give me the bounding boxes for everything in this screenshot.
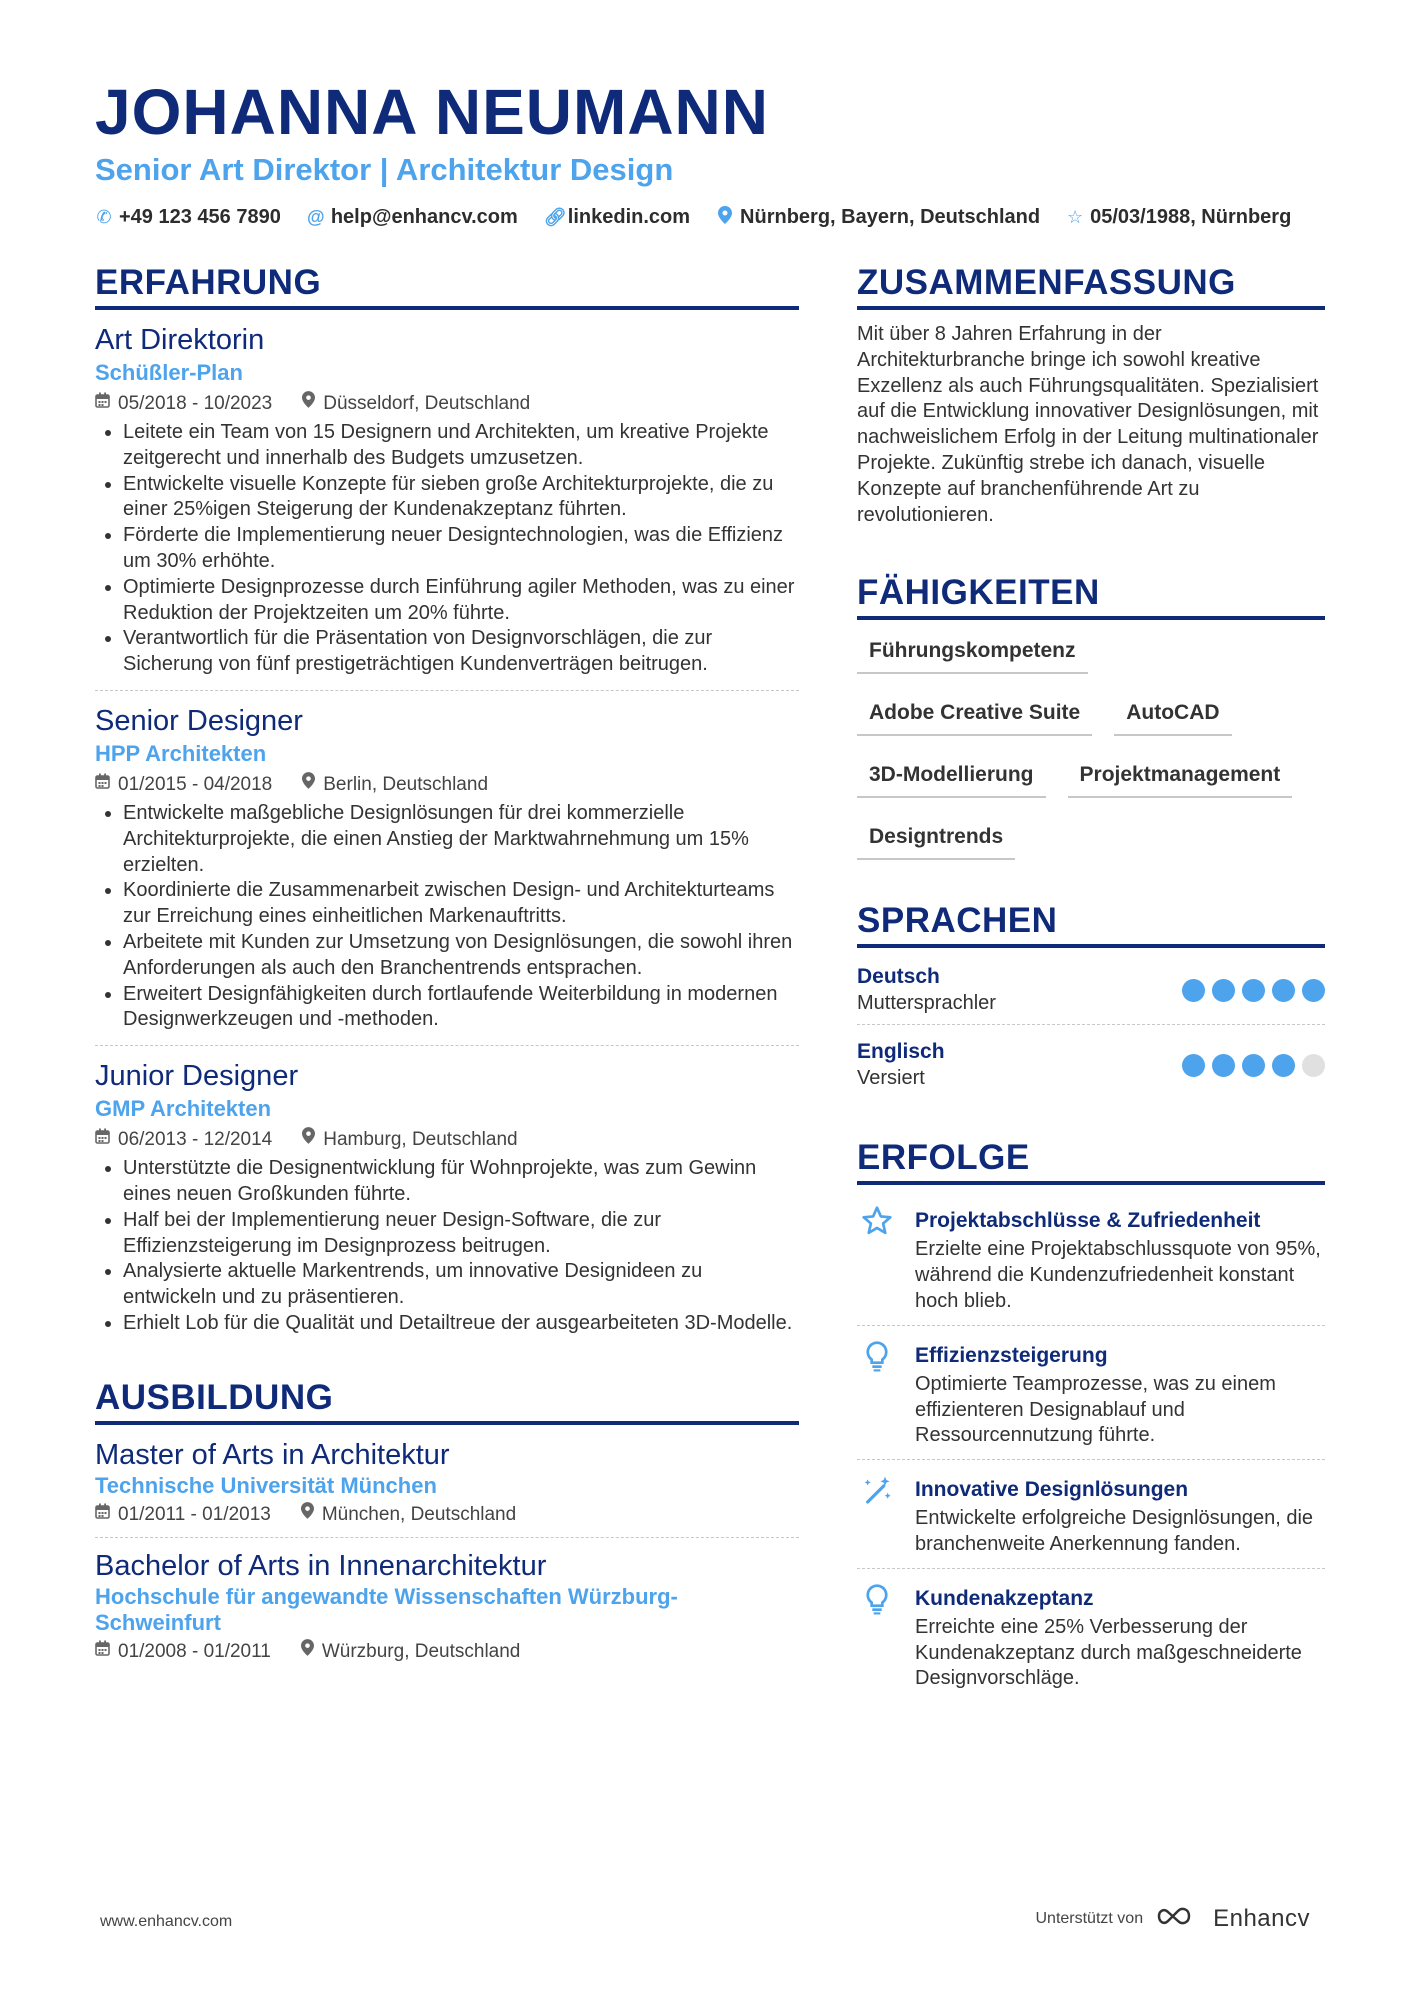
location-text: Berlin, Deutschland <box>323 773 489 795</box>
contact-birth <box>1066 206 1291 229</box>
school-name: Hochschule für angewandte Wissenschaften Würzburg-Schweinfurt <box>95 1583 678 1635</box>
job-entry <box>95 703 799 1046</box>
experience-section-title: ERFAHRUNG <box>95 262 799 310</box>
rating-dot <box>1212 1054 1235 1077</box>
enhancv-logo-icon <box>1155 1904 1201 1933</box>
star-outline-icon: ☆ <box>1067 207 1084 227</box>
achievement-body <box>915 1474 1325 1558</box>
date-range <box>95 1124 272 1156</box>
calendar-icon <box>95 1124 110 1156</box>
job-bullets <box>95 801 799 1033</box>
date-range <box>95 1499 271 1531</box>
bullet-item: • Analysierte aktuelle Markentrends, um innovative Designideen zu entwickeln und zu präsentieren. <box>123 1259 799 1311</box>
achievement-desc: Optimierte Teamprozesse, was zu einem effizienteren Designablauf und Ressourcennutzung führte. <box>915 1372 1276 1447</box>
degree-title: Bachelor of Arts in Innenarchitektur <box>95 1549 547 1582</box>
language-entry <box>857 1035 1325 1099</box>
language-name: Deutsch <box>857 965 940 989</box>
phone-icon: ✆ <box>96 207 112 227</box>
achievement-title: Innovative Designlösungen <box>915 1478 1189 1502</box>
job-role: Junior Designer <box>95 1060 299 1093</box>
rating-dot <box>1182 1054 1205 1077</box>
job-bullets <box>95 420 799 678</box>
brand-name: Enhancv <box>1213 1904 1310 1932</box>
skill-tag: Führungskompetenz <box>857 632 1088 674</box>
bullet-item: • Leitete ein Team von 15 Designern und Architekten, um kreative Projekte zeitgerecht und innerhalb des Budgets umzusetzen. <box>123 420 799 472</box>
job-company: Schüßler-Plan <box>95 360 243 385</box>
job-company: GMP Architekten <box>95 1096 272 1122</box>
language-text <box>857 1039 945 1091</box>
achievement-entry <box>857 1466 1325 1569</box>
bullet-item: • Arbeitete mit Kunden zur Umsetzung von Designlösungen, die sowohl ihren Anforderungen als auch den Branchentrends entsprachen. <box>123 930 799 982</box>
date-range <box>95 388 272 420</box>
job-role: Art Direktorin <box>95 324 265 356</box>
languages-list <box>857 960 1325 1099</box>
rating-dot <box>1242 1054 1265 1077</box>
footer-website[interactable]: www.enhancv.com <box>100 1913 233 1930</box>
job-bullets <box>95 1156 799 1337</box>
language-name: Englisch <box>857 1040 945 1064</box>
phone-text: +49 123 456 7890 <box>119 206 281 228</box>
lightbulb-icon <box>857 1583 897 1692</box>
skill-tag: Designtrends <box>857 818 1015 860</box>
location-pin-icon <box>302 1124 315 1156</box>
location-pin-icon <box>302 769 315 801</box>
date-location-row <box>95 1636 799 1668</box>
language-level: Versiert <box>857 1067 925 1090</box>
location <box>302 769 488 801</box>
location <box>302 1124 517 1156</box>
location-pin-icon <box>302 388 315 420</box>
rating-dot <box>1272 979 1295 1002</box>
achievement-title: Effizienzsteigerung <box>915 1343 1108 1367</box>
contact-bar <box>95 206 1291 229</box>
date-location-row <box>95 1124 799 1156</box>
contact-phone <box>95 206 281 229</box>
location <box>301 1499 516 1531</box>
contact-linkedin[interactable] <box>544 206 690 229</box>
skills-list <box>857 632 1325 860</box>
achievement-title: Projektabschlüsse & Zufriedenheit <box>915 1209 1261 1233</box>
location-text: Nürnberg, Bayern, Deutschland <box>740 206 1041 228</box>
skill-tag: Projektmanagement <box>1068 756 1293 798</box>
left-column <box>95 262 799 1684</box>
contact-location <box>716 206 1040 229</box>
achievement-entry <box>857 1575 1325 1702</box>
candidate-name: JOHANNA NEUMANN <box>95 76 769 148</box>
at-icon: @ <box>307 207 325 227</box>
candidate-title: Senior Art Direktor | Architektur Design <box>95 152 674 187</box>
degree-title: Master of Arts in Architektur <box>95 1438 450 1471</box>
location <box>301 1636 521 1668</box>
birth-text: 05/03/1988, Nürnberg <box>1090 206 1292 228</box>
calendar-icon <box>95 1636 110 1668</box>
date-location-row <box>95 1499 799 1531</box>
job-company: HPP Architekten <box>95 740 267 766</box>
location-text: Düsseldorf, Deutschland <box>323 393 531 414</box>
date-text: 01/2011 - 01/2013 <box>118 1503 271 1525</box>
job-role: Senior Designer <box>95 704 303 737</box>
location-text: München, Deutschland <box>321 1503 517 1525</box>
magic-wand-icon <box>857 1474 897 1558</box>
language-entry <box>857 960 1325 1025</box>
linkedin-text[interactable]: linkedin.com <box>567 206 691 228</box>
rating-dot <box>1302 979 1325 1002</box>
location-text: Würzburg, Deutschland <box>321 1640 521 1662</box>
star-icon <box>857 1205 897 1314</box>
date-location-row <box>95 769 799 801</box>
achievements-section-title: ERFOLGE <box>857 1137 1325 1185</box>
language-text <box>857 964 996 1016</box>
bullet-item: • Erweitert Designfähigkeiten durch fortlaufende Weiterbildung in modernen Designwerkzeugen und -methoden. <box>123 982 799 1034</box>
date-location-row <box>95 388 799 420</box>
date-text: 06/2013 - 12/2014 <box>118 1129 273 1151</box>
bullet-item: • Förderte die Implementierung neuer Designtechnologien, was die Effizienz um 30% erhöhte. <box>123 523 799 575</box>
skill-tag: AutoCAD <box>1114 694 1231 736</box>
contact-email[interactable] <box>307 206 518 229</box>
bullet-item: • Optimierte Designprozesse durch Einführung agiler Methoden, was zu einer Reduktion der Projektzeiten um 20% führte. <box>123 575 799 627</box>
powered-by-label: Unterstützt von <box>1035 1909 1144 1927</box>
education-section-title: AUSBILDUNG <box>95 1377 799 1425</box>
achievement-body <box>915 1583 1325 1692</box>
bullet-item: • Verantwortlich für die Präsentation von Designvorschlägen, die zur Sicherung von fünf prestigeträchtigen Kundenverträgen beitrugen. <box>123 626 799 678</box>
skills-section-title: FÄHIGKEITEN <box>857 572 1325 620</box>
achievement-desc: Erreichte eine 25% Verbesserung der Kundenakzeptanz durch maßgeschneiderte Designvorschläge. <box>915 1615 1302 1690</box>
date-text: 05/2018 - 10/2023 <box>118 393 273 414</box>
email-text[interactable]: help@enhancv.com <box>330 206 518 228</box>
calendar-icon <box>95 769 110 801</box>
footer-powered-by <box>1035 1904 1310 1933</box>
location-pin-icon <box>301 1636 314 1668</box>
bullet-item: • Erhielt Lob für die Qualität und Detailtreue der ausgearbeiteten 3D-Modelle. <box>123 1311 799 1337</box>
link-icon: 🔗︎ <box>543 207 567 227</box>
achievements-list <box>857 1197 1325 1702</box>
location <box>302 388 530 420</box>
bullet-item: • Entwickelte maßgebliche Designlösungen für drei kommerzielle Architekturprojekte, die einen Anstieg der Marktwahrnehmung um 15% erzielten. <box>123 801 799 878</box>
rating-dot <box>1212 979 1235 1002</box>
calendar-icon <box>95 1499 110 1531</box>
rating-dot <box>1182 979 1205 1002</box>
education-entry <box>95 1437 799 1538</box>
skill-tag: 3D-Modellierung <box>857 756 1046 798</box>
education-list <box>95 1437 799 1674</box>
rating-dot <box>1302 1054 1325 1077</box>
location-pin-icon <box>301 1499 314 1531</box>
language-rating <box>1182 979 1325 1002</box>
lightbulb-icon <box>857 1340 897 1449</box>
experience-list <box>95 322 799 1349</box>
language-level: Muttersprachler <box>857 992 996 1015</box>
summary-section-title: ZUSAMMENFASSUNG <box>857 262 1325 310</box>
achievement-entry <box>857 1332 1325 1460</box>
skill-tag: Adobe Creative Suite <box>857 694 1092 736</box>
language-rating <box>1182 1054 1325 1077</box>
bullet-item: • Half bei der Implementierung neuer Design-Software, die zur Effizienzsteigerung im Designprozess beitrugen. <box>123 1208 799 1260</box>
calendar-icon <box>95 388 110 420</box>
job-entry <box>95 1058 799 1349</box>
bullet-item: • Unterstützte die Designentwicklung für Wohnprojekte, was zum Gewinn eines neuen Großkunden führte. <box>123 1156 799 1208</box>
achievement-desc: Entwickelte erfolgreiche Designlösungen, die branchenweite Anerkennung fanden. <box>915 1507 1314 1555</box>
date-text: 01/2008 - 01/2011 <box>118 1640 271 1662</box>
rating-dot <box>1242 979 1265 1002</box>
school-name: Technische Universität München <box>95 1472 437 1498</box>
right-column <box>857 262 1325 1708</box>
summary-text: Mit über 8 Jahren Erfahrung in der Architekturbranche bringe ich sowohl kreative Exzellenz als auch Führungsqualitäten. Spezialisiert auf die Entwicklung innovativer Designlösungen, mit nachweislichem Erfolg in der Leitung multinationaler Projekte. Zukünftig strebe ich danach, visuelle Konzepte auf branchenführende Art zu revolutionieren. <box>857 323 1319 526</box>
date-text: 01/2015 - 04/2018 <box>118 773 273 795</box>
achievement-body <box>915 1205 1325 1314</box>
achievement-desc: Erzielte eine Projektabschlussquote von 95%, während die Kundenzufriedenheit konstant hoch blieb. <box>915 1238 1321 1312</box>
job-entry <box>95 322 799 691</box>
location-pin-icon <box>716 206 734 229</box>
achievement-body <box>915 1340 1325 1449</box>
date-range <box>95 1636 271 1668</box>
achievement-entry <box>857 1197 1325 1325</box>
bullet-item: • Koordinierte die Zusammenarbeit zwischen Design- und Architekturteams zur Erreichung eines einheitlichen Markenauftritts. <box>123 878 799 930</box>
achievement-title: Kundenakzeptanz <box>915 1586 1094 1610</box>
rating-dot <box>1272 1054 1295 1077</box>
languages-section-title: SPRACHEN <box>857 900 1325 948</box>
bullet-item: • Entwickelte visuelle Konzepte für sieben große Architekturprojekte, die zu einer 25%igen Steigerung der Kundenakzeptanz führten. <box>123 472 799 524</box>
education-entry <box>95 1548 799 1674</box>
location-text: Hamburg, Deutschland <box>323 1129 518 1151</box>
date-range <box>95 769 272 801</box>
